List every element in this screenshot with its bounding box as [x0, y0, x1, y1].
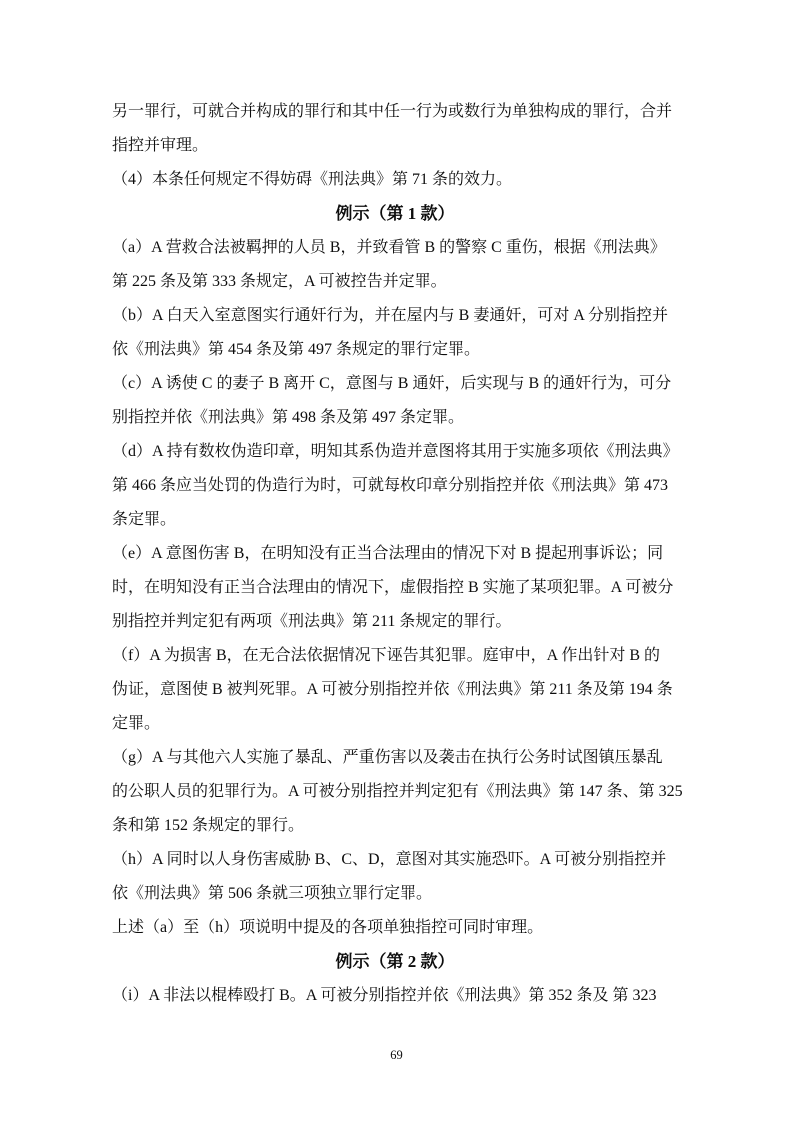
text-line: 另一罪行，可就合并构成的罪行和其中任一行为或数行为单独构成的罪行，合并 [112, 103, 673, 120]
text-line: 伪证，意图使 B 被判死罪。A 可被分别指控并依《刑法典》第 211 条及第 194 条 [112, 681, 673, 698]
text-line: （i）A 非法以棍棒殴打 B。A 可被分别指控并依《刑法典》第 352 条及 第 323 [112, 987, 657, 1004]
text-line: （b）A 白天入室意图实行通奸行为，并在屋内与 B 妻通奸，可对 A 分别指控并 [112, 307, 669, 324]
text-line: 的公职人员的犯罪行为。A 可被分别指控并判定犯有《刑法典》第 147 条、第 325 [112, 783, 683, 800]
text-line: 指控并审理。 [112, 137, 209, 154]
text-line: （4）本条任何规定不得妨碍《刑法典》第 71 条的效力。 [112, 171, 513, 188]
text-line: 条和第 152 条规定的罪行。 [112, 817, 305, 834]
section-heading: 例示（第 1 款） [335, 204, 455, 223]
text-line: 定罪。 [112, 715, 161, 732]
text-line: （e）A 意图伤害 B，在明知没有正当合法理由的情况下对 B 提起刑事诉讼；同 [112, 545, 664, 562]
text-line: 条定罪。 [112, 511, 177, 528]
text-line: （h）A 同时以人身伤害威胁 B、C、D，意图对其实施恐吓。A 可被分别指控并 [112, 851, 667, 868]
text-line: （a）A 营救合法被羁押的人员 B，并致看管 B 的警察 C 重伤，根据《刑法典》 [112, 239, 666, 256]
text-line: 时，在明知没有正当合法理由的情况下，虚假指控 B 实施了某项犯罪。A 可被分 [112, 579, 674, 596]
text-line: 别指控并依《刑法典》第 498 条及第 497 条定罪。 [112, 409, 465, 426]
text-line: 依《刑法典》第 506 条就三项独立罪行定罪。 [112, 885, 433, 902]
section-heading: 例示（第 2 款） [335, 952, 455, 971]
text-line: 别指控并判定犯有两项《刑法典》第 211 条规定的罪行。 [112, 613, 512, 630]
text-line: （g）A 与其他六人实施了暴乱、严重伤害以及袭击在执行公务时试图镇压暴乱 [112, 749, 663, 766]
text-line: 依《刑法典》第 454 条及第 497 条规定的罪行定罪。 [112, 341, 481, 358]
text-line: 第 225 条及第 333 条规定，A 可被控告并定罪。 [112, 273, 447, 290]
text-line: 上述（a）至（h）项说明中提及的各项单独指控可同时审理。 [112, 919, 544, 936]
text-line: （f）A 为损害 B，在无合法依据情况下诬告其犯罪。庭审中，A 作出针对 B 的 [112, 647, 661, 664]
text-line: （d）A 持有数枚伪造印章，明知其系伪造并意图将其用于实施多项依《刑法典》 [112, 443, 679, 460]
text-line: 第 466 条应当处罚的伪造行为时，可就每枚印章分别指控并依《刑法典》第 473 [112, 477, 669, 494]
text-line: （c）A 诱使 C 的妻子 B 离开 C，意图与 B 通奸，后实现与 B 的通奸行为，可分 [112, 375, 672, 392]
page-number: 69 [390, 1048, 403, 1062]
document-content [112, 95, 683, 1013]
